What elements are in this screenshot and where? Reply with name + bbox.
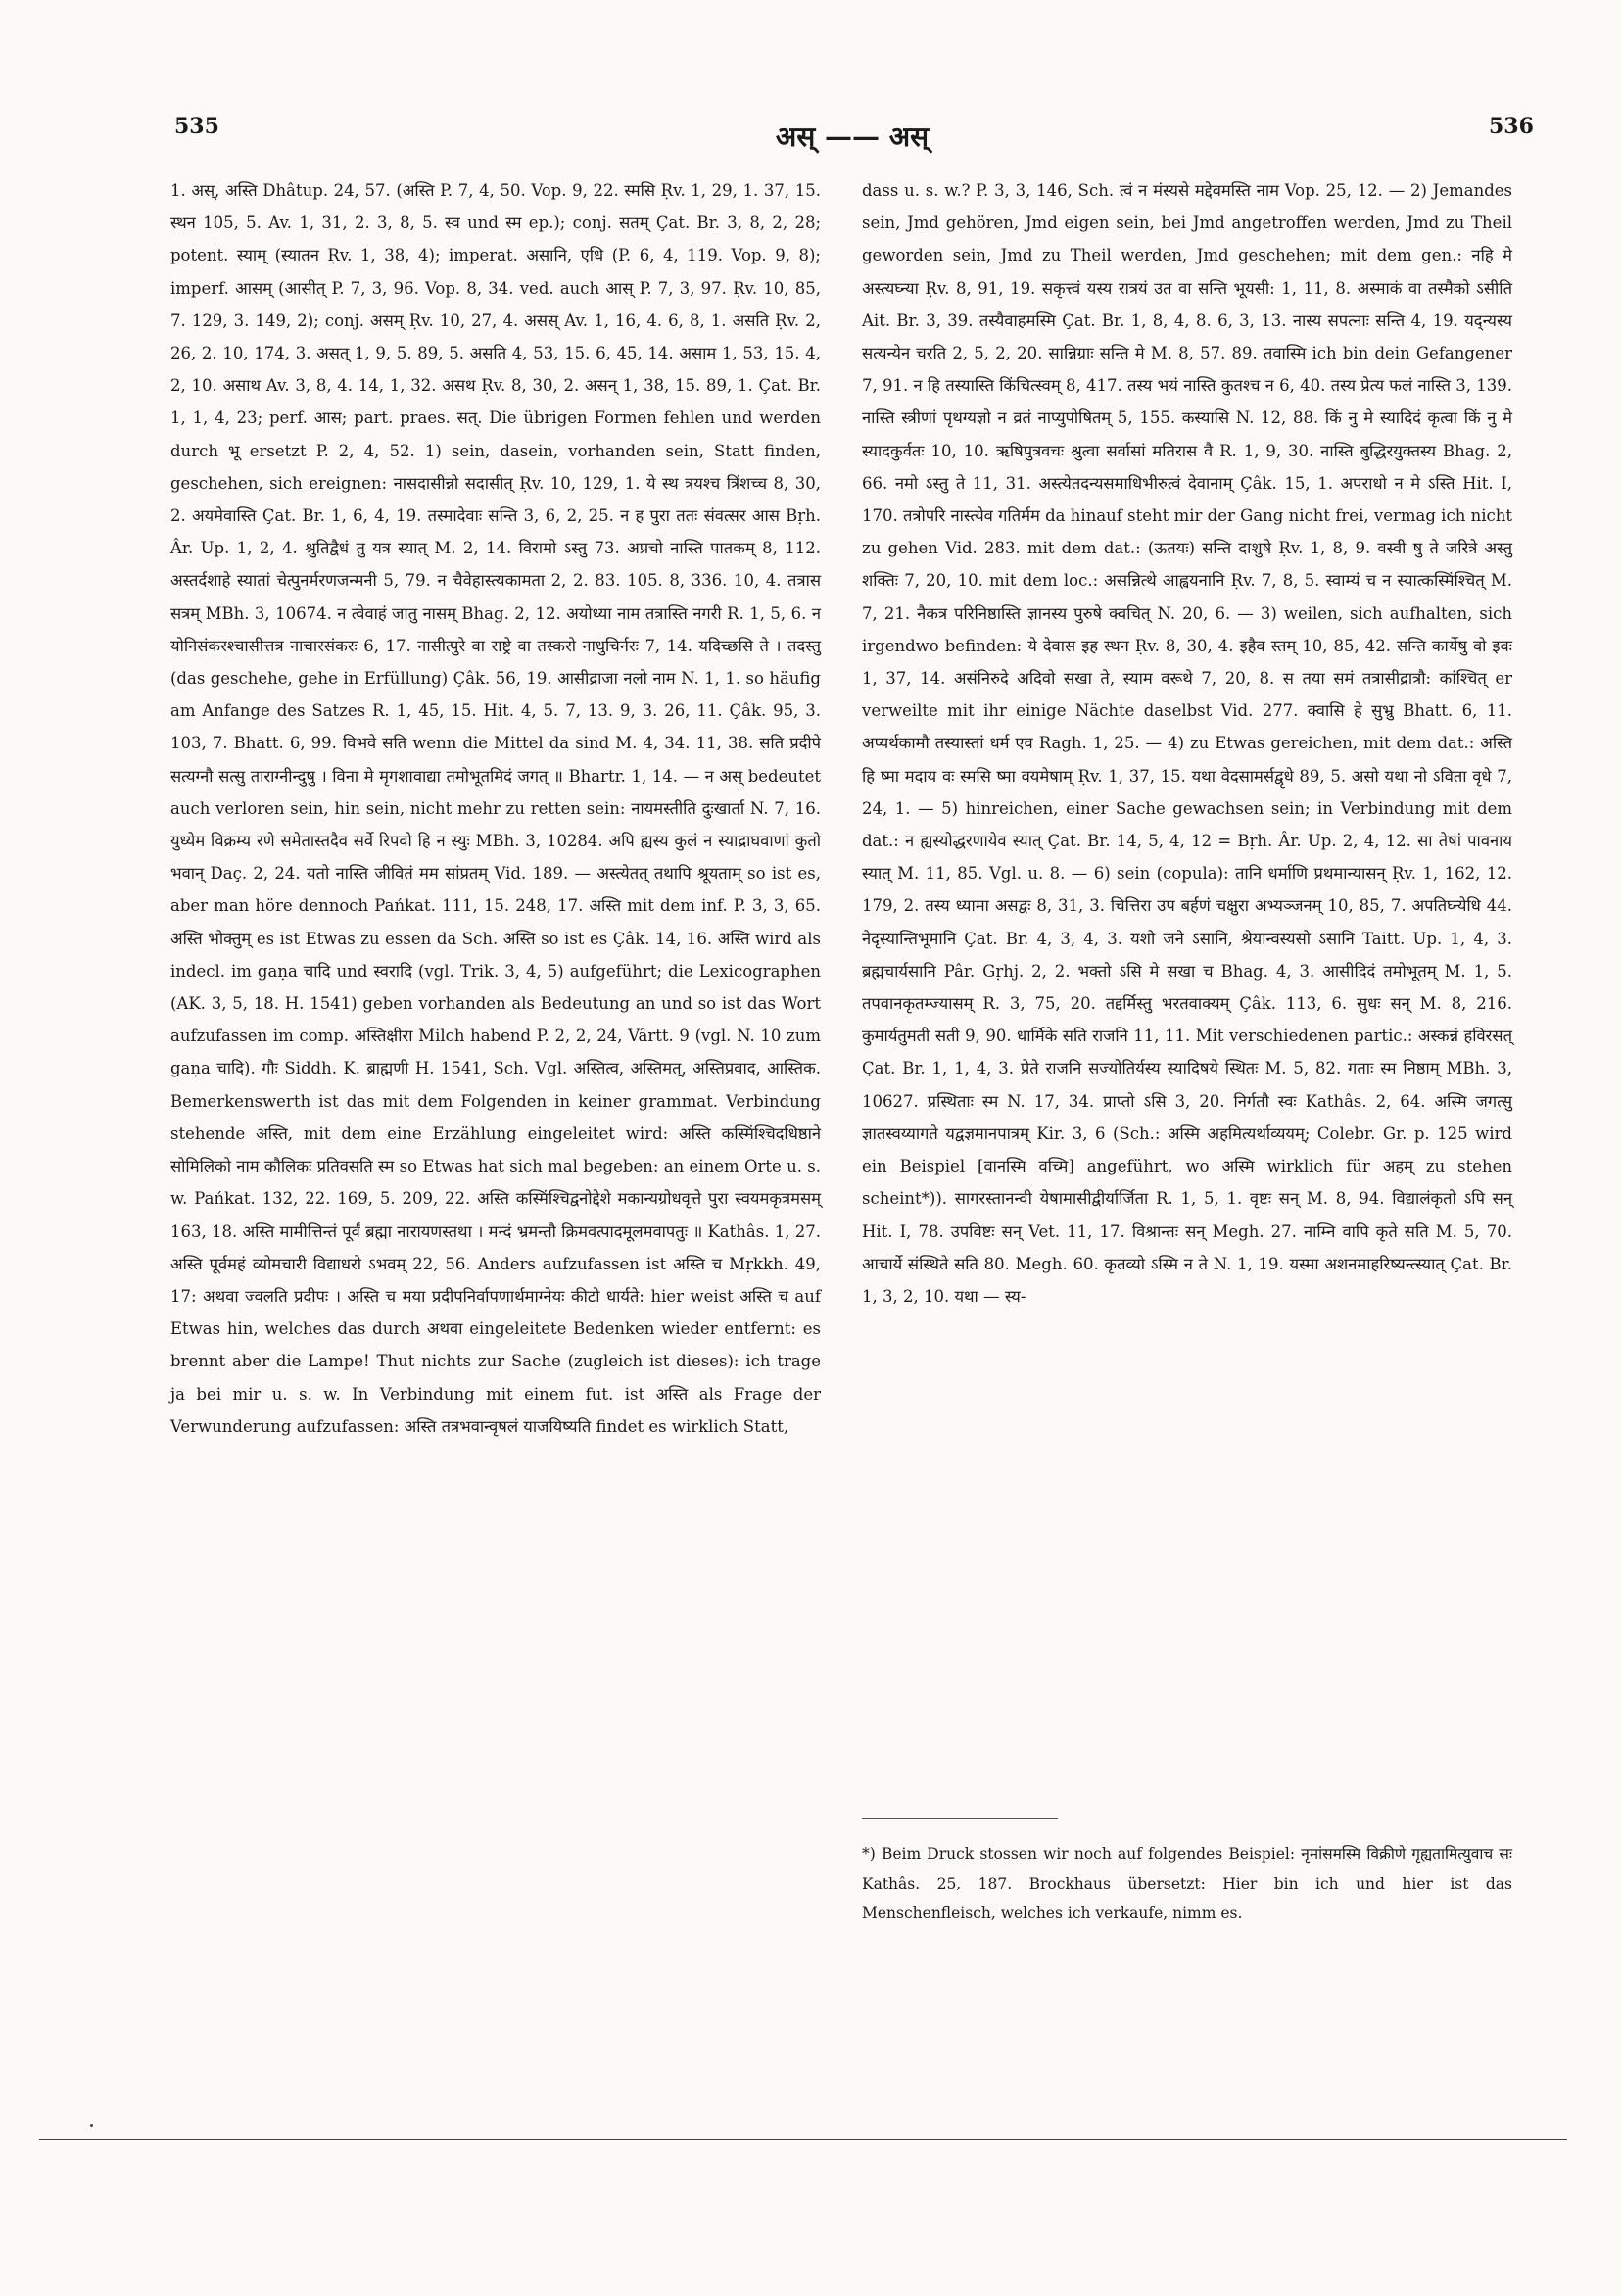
footnote-text: *) Beim Druck stossen wir noch auf folgendes Beispiel: नृमांसमस्मि विक्रीणे गृह्यतामित्युवाच सः Kathâs. 25, 187. Brockhaus übersetzt: Hier bin ich und hier ist das Menschenfleisch, welches ich verkaufe, nimm es. (862, 1845, 1512, 1922)
page-number-right: 536 (1489, 114, 1534, 139)
footnote-rule (862, 1818, 1058, 1819)
footnote (862, 1840, 1512, 1928)
right-column (862, 174, 1512, 1313)
right-column-text: dass u. s. w.? P. 3, 3, 146, Sch. त्वं न मंस्यसे मद्देवमस्ति नाम Vop. 25, 12. — 2) Jemandes sein, Jmd gehören, Jmd eigen sein, bei Jmd angetroffen werden, Jmd zu Theil geworden sein, Jmd zu Theil werden, Jmd geschehen; mit dem gen.: नहि मे अस्त्यघ्न्या Ṛv. 8, 91, 19. सकृत्त्वं यस्य रात्रयं उत वा सन्ति भूयसी: 1, 11, 8. अस्माकं वा तस्मैको ऽसीति Ait. Br. 3, 39. तस्यैवाहमस्मि Çat. Br. 1, 8, 4, 8. 6, 3, 13. नास्य सपत्नाः सन्ति 4, 19. यद्न्यस्य सत्यन्येन चरति 2, 5, 2, 20. सान्निग्राः सन्ति मे M. 8, 57. 89. तवास्मि ich bin dein Gefangener 7, 91. न हि तस्यास्ति किंचित्स्वम् 8, 417. तस्य भयं नास्ति कुतश्च न 6, 40. तस्य प्रेत्य फलं नास्ति 3, 139. नास्ति स्त्रीणां पृथग्यज्ञो न व्रतं नाप्युपोषितम् 5, 155. कस्यासि N. 12, 88. किं नु मे स्यादिदं कृत्वा किं नु मे स्यादकुर्वतः 10, 10. ऋषिपुत्रवचः श्रुत्वा सर्वासां मतिरास वै R. 1, 9, 30. नास्ति बुद्धिरयुक्तस्य Bhag. 2, 66. नमो ऽस्तु ते 11, 31. अस्त्येतदन्यसमाधिभीरुत्वं देवानाम् Çâk. 15, 1. अपराधो न मे ऽस्ति Hit. I, 170. तत्रोपरि नास्त्येव गतिर्मम da hinauf steht mir der Gang nicht frei, vermag ich nicht zu gehen Vid. 283. mit dem dat.: (ऊतयः) सन्ति दाशुषे Ṛv. 1, 8, 9. वस्वी षु ते जरित्रे अस्तु शक्तिः 7, 20, 10. mit dem loc.: असन्नित्थे आह्वयनानि Ṛv. 7, 8, 5. स्वाम्यं च न स्यात्कस्मिंश्चित् M. 7, 21. नैकत्र परिनिष्ठास्ति ज्ञानस्य पुरुषे क्वचित् N. 20, 6. — 3) weilen, sich aufhalten, sich irgendwo befinden: ये देवास इह स्थन Ṛv. 8, 30, 4. इहैव स्तम् 10, 85, 42. सन्ति कार्येषु वो इवः 1, 37, 14. असंनिरुदे अदिवो सखा ते, स्याम वरूथे 7, 20, 8. स तया समं तत्रासीद्रात्रौ: कांश्चित् er verweilte mit ihr einige Nächte daselbst Vid. 277. क्वासि हे सुभ्रु Bhatt. 6, 11. अप्यर्थकामौ तस्यास्तां धर्म एव Ragh. 1, 25. — 4) zu Etwas gereichen, mit dem dat.: अस्ति हि ष्मा मदाय वः स्मसि ष्मा वयमेषाम् Ṛv. 1, 37, 15. यथा वेदसामर्सद्वृधे 89, 5. असो यथा नो ऽविता वृधे 7, 24, 1. — 5) hinreichen, einer Sache gewachsen sein; in Verbindung mit dem dat.: न ह्यस्योद्धरणायेव स्यात् Çat. Br. 14, 5, 4, 12 = Bṛh. Âr. Up. 2, 4, 12. सा तेषां पावनाय स्यात् M. 11, 85. Vgl. u. 8. — 6) sein (copula): तानि धर्माणि प्रथमान्यासन् Ṛv. 1, 162, 12. 179, 2. तस्य ध्यामा असद्वः 8, 31, 3. चित्तिरा उप बर्हणं चक्षुरा अभ्यञ्जनम् 10, 85, 7. अपतिघ्न्येधि 44. नेदृस्यान्तिभूमानि Çat. Br. 4, 3, 4, 3. यशो जने ऽसानि, श्रेयान्वस्यसो ऽसानि Taitt. Up. 1, 4, 3. ब्रह्मचार्यसानि Pâr. Gṛhj. 2, 2. भक्तो ऽसि मे सखा च Bhag. 4, 3. आसीदिदं तमोभूतम् M. 1, 5. तपवानकृतम्ज्यासम् R. 3, 75, 20. तद्दर्मिस्तु भरतवाक्यम् Çâk. 113, 6. सुधः सन् M. 8, 216. कुमार्यतुमती सती 9, 90. धार्मिके सति राजनि 11, 11. Mit verschiedenen partic.: अस्कन्नं हविरसत् Çat. Br. 1, 1, 4, 3. प्रेते राजनि सज्योतिर्यस्य स्यादिषये स्थितः M. 5, 82. गताः स्म निष्ठाम् MBh. 3, 10627. प्रस्थिताः स्म N. 17, 34. प्राप्तो ऽसि 3, 20. निर्गतौ स्वः Kathâs. 2, 64. अस्मि जगत्सु ज्ञातस्वय्यागते यद्वज्ञमानपात्रम् Kir. 3, 6 (Sch.: अस्मि अहमित्यर्थाव्ययम्; Colebr. Gr. p. 125 wird ein Beispiel [वानस्मि वच्मि] angeführt, wo अस्मि wirklich für अहम् zu stehen scheint*)). सागरस्तानन्वी येषामासीद्वीर्यार्जिता R. 1, 5, 1. वृष्टः सन् M. 8, 94. विद्यालंकृतो ऽपि सन् Hit. I, 78. उपविष्टः सन् Vet. 11, 17. विश्रान्तः सन् Megh. 27. नाम्नि वापि कृते सति M. 5, 70. आचार्ये संस्थिते सति 80. Megh. 60. कृतव्यो ऽस्मि न ते N. 1, 19. यस्मा अशनमाहरिष्यन्त्स्यात् Çat. Br. 1, 3, 2, 10. यथा — स्य- (862, 181, 1512, 1306)
scan-speck (90, 2124, 93, 2127)
running-head: अस् —— अस् (775, 120, 930, 153)
left-column (170, 174, 821, 1443)
left-column-text: 1. अस्, अस्ति Dhâtup. 24, 57. (अस्ति P. 7, 4, 50. Vop. 9, 22. स्मसि Ṛv. 1, 29, 1. 37, 15. स्थन 105, 5. Av. 1, 31, 2. 3, 8, 5. स्व und स्म ep.); conj. सतम् Çat. Br. 3, 8, 2, 28; potent. स्याम् (स्यातन Ṛv. 1, 38, 4); imperat. असानि, एधि (P. 6, 4, 119. Vop. 9, 8); imperf. आसम् (आसीत् P. 7, 3, 96. Vop. 8, 34. ved. auch आस् P. 7, 3, 97. Ṛv. 10, 85, 7. 129, 3. 149, 2); conj. असम् Ṛv. 10, 27, 4. असस् Av. 1, 16, 4. 6, 8, 1. असति Ṛv. 2, 26, 2. 10, 174, 3. असत् 1, 9, 5. 89, 5. असति 4, 53, 15. 6, 45, 14. असाम 1, 53, 15. 4, 2, 10. असाथ Av. 3, 8, 4. 14, 1, 32. असथ Ṛv. 8, 30, 2. असन् 1, 38, 15. 89, 1. Çat. Br. 1, 1, 4, 23; perf. आस; part. praes. सत्. Die übrigen Formen fehlen und werden durch भू ersetzt P. 2, 4, 52. 1) sein, dasein, vorhanden sein, Statt finden, geschehen, sich ereignen: नासदासीन्नो सदासीत् Ṛv. 10, 129, 1. ये स्थ त्रयश्च त्रिंशच्च 8, 30, 2. अयमेवास्ति Çat. Br. 1, 6, 4, 19. तस्मादेवाः सन्ति 3, 6, 2, 25. न ह पुरा ततः संवत्सर आस Bṛh. Âr. Up. 1, 2, 4. श्रुतिद्वैधं तु यत्र स्यात् M. 2, 14. विरामो ऽस्तु 73. अप्रचो नास्ति पातकम् 8, 112. अस्तर्दशाहे स्यातां चेत्पुनर्मरणजन्मनी 5, 79. न चैवेहास्त्यकामता 2, 2. 83. 105. 8, 336. 10, 4. तत्रास सत्रम् MBh. 3, 10674. न त्वेवाहं जातु नासम् Bhag. 2, 12. अयोध्या नाम तत्रास्ति नगरी R. 1, 5, 6. न योनिसंकरश्चासीत्तत्र नाचारसंकरः 6, 17. नासीत्पुरे वा राष्ट्रे वा तस्करो नाधुचिर्नरः 7, 14. यदिच्छसि ते । तदस्तु (das geschehe, gehe in Erfüllung) Çâk. 56, 19. आसीद्राजा नलो नाम N. 1, 1. so häufig am Anfange des Satzes R. 1, 45, 15. Hit. 4, 5. 7, 13. 9, 3. 26, 11. Çâk. 95, 3. 103, 7. Bhatt. 6, 99. विभवे सति wenn die Mittel da sind M. 4, 34. 11, 38. सति प्रदीपे सत्यग्नौ सत्सु ताराग्नीन्दुषु । विना मे मृगशावाद्या तमोभूतमिदं जगत् ॥ Bhartr. 1, 14. — न अस् bedeutet auch verloren sein, hin sein, nicht mehr zu retten sein: नायमस्तीति दुःखार्ता N. 7, 16. युध्येम विक्रम्य रणे समेतास्तदैव सर्वे रिपवो हि न स्युः MBh. 3, 10284. अपि ह्यस्य कुलं न स्याद्राघवाणां कुतो भवान् Daç. 2, 24. यतो नास्ति जीवितं मम सांप्रतम् Vid. 189. — अस्त्येतत् तथापि श्रूयताम् so ist es, aber man höre dennoch Pańkat. 111, 15. 248, 17. अस्ति mit dem inf. P. 3, 3, 65. अस्ति भोक्तुम् es ist Etwas zu essen da Sch. अस्ति so ist es Çâk. 14, 16. अस्ति wird als indecl. im gaṇa चादि und स्वरादि (vgl. Trik. 3, 4, 5) aufgeführt; die Lexicographen (AK. 3, 5, 18. H. 1541) geben vorhanden als Bedeutung an und so ist das Wort aufzufassen im comp. अस्तिक्षीरा Milch habend P. 2, 2, 24, Vârtt. 9 (vgl. N. 10 zum gaṇa चादि). गौः Siddh. K. ब्राह्मणी H. 1541, Sch. Vgl. अस्तित्व, अस्तिमत्, अस्तिप्रवाद, आस्तिक. Bemerkenswerth ist das mit dem Folgenden in keiner grammat. Verbindung stehende अस्ति, mit dem eine Erzählung eingeleitet wird: अस्ति कस्मिंश्चिदधिष्ठाने सोमिलिको नाम कौलिकः प्रतिवसति स्म so Etwas hat sich mal begeben: an einem Orte u. s. w. Pańkat. 132, 22. 169, 5. 209, 22. अस्ति कस्मिंश्चिद्वनोद्देशे मकान्यग्रोधवृत्ते पुरा स्वयमकृत्रमसम् 163, 18. अस्ति मामीत्तिन्तं पूर्वं ब्रह्मा नारायणस्तथा । मन्दं भ्रमन्तौ क्रिमवत्पादमूलमवापतुः ॥ Kathâs. 1, 27. अस्ति पूर्वमहं व्योमचारी विद्याधरो ऽभवम् 22, 56. Anders aufzufassen ist अस्ति च Mṛkkh. 49, 17: अथवा ज्वलति प्रदीपः । अस्ति च मया प्रदीपनिर्वापणार्थमाग्नेयः कीटो धार्यते: hier weist अस्ति च auf Etwas hin, welches das durch अथवा eingeleitete Bedenken wieder entfernt: es brennt aber die Lampe! Thut nichts zur Sache (zugleich ist dieses): ich trage ja bei mir u. s. w. In Verbindung mit einem fut. ist अस्ति als Frage der Verwunderung aufzufassen: अस्ति तत्रभवान्वृषलं याजयिष्यति findet es wirklich Statt, (170, 181, 821, 1436)
page-number-left: 535 (174, 114, 219, 139)
bottom-rule (39, 2139, 1567, 2140)
